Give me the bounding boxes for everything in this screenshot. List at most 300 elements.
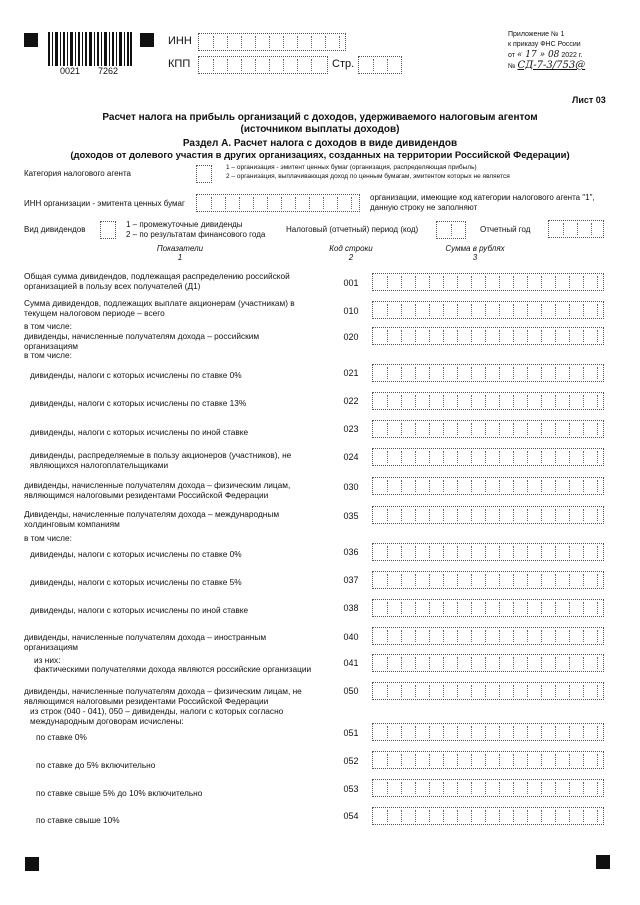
cell-separator (499, 630, 500, 642)
cell-separator (555, 657, 556, 669)
cell-separator (297, 59, 298, 71)
cell-separator (541, 395, 542, 407)
cell-separator (471, 546, 472, 558)
cell-separator (563, 223, 564, 235)
cell-separator (541, 782, 542, 794)
cell-separator (457, 810, 458, 822)
cell-separator (513, 509, 514, 521)
cell-separator (471, 423, 472, 435)
cell-separator (569, 276, 570, 288)
inn-label: ИНН (168, 35, 192, 47)
cell-separator (429, 276, 430, 288)
cell-separator (213, 36, 214, 48)
appendix-year: 2022 г. (561, 52, 583, 59)
row-label-050: дивиденды, начисленные получателям дохода – физическим лицам, не являющимся налоговыми резидентами Российской Федерации (24, 686, 302, 706)
cell-separator (597, 754, 598, 766)
cell-separator (415, 810, 416, 822)
row-amount-field-053[interactable] (372, 779, 604, 797)
row-label-incl-2: в том числе: (24, 350, 72, 360)
corner-marker-bottom-left (25, 857, 39, 871)
cell-separator (311, 59, 312, 71)
col-header-indicators (100, 244, 260, 262)
section-subtitle: (доходов от долевого участия в других организациях, созданных на территории Российской Федерации) (70, 150, 570, 161)
cell-separator (499, 657, 500, 669)
cell-separator (443, 726, 444, 738)
cell-separator (387, 630, 388, 642)
cell-separator (569, 726, 570, 738)
tax-period-label: Налоговый (отчетный) период (код) (286, 225, 419, 234)
cell-separator (387, 810, 388, 822)
appendix-date-prefix: от (508, 52, 515, 59)
row-amount-field-021[interactable] (372, 364, 604, 382)
cell-separator (541, 367, 542, 379)
cell-separator (597, 726, 598, 738)
row-label-from-them: из них: (34, 655, 61, 665)
cell-separator (555, 602, 556, 614)
row-label-from-rows: из строк (040 - 041), 050 – дивиденды, налоги с которых согласно международным договорам исчислены: (30, 706, 284, 726)
cell-separator (541, 509, 542, 521)
row-code-053: 053 (343, 784, 359, 794)
cell-separator (597, 330, 598, 342)
cell-separator (401, 304, 402, 316)
row-label-037: дивиденды, налоги с которых исчислены по ставке 5% (30, 577, 242, 587)
cell-separator (569, 546, 570, 558)
row-code-036: 036 (343, 547, 359, 557)
dividend-type-opt1: 1 – промежуточные дивиденды (126, 220, 243, 229)
cell-separator (213, 59, 214, 71)
cell-separator (457, 685, 458, 697)
row-code-001: 001 (343, 278, 359, 288)
row-code-040: 040 (343, 632, 359, 642)
cell-separator (457, 509, 458, 521)
cell-separator (499, 330, 500, 342)
cell-separator (499, 782, 500, 794)
cell-separator (227, 59, 228, 71)
cell-separator (387, 395, 388, 407)
cell-separator (401, 276, 402, 288)
row-label-054: по ставке свыше 10% (36, 815, 120, 825)
cell-separator (429, 602, 430, 614)
cell-separator (401, 602, 402, 614)
issuer-inn-field[interactable] (196, 194, 360, 212)
cell-separator (295, 197, 296, 209)
cell-separator (471, 330, 472, 342)
col-header-amount-title: Сумма в рублях (445, 244, 505, 253)
cell-separator (471, 630, 472, 642)
cell-separator (513, 685, 514, 697)
cell-separator (513, 602, 514, 614)
cell-separator (387, 574, 388, 586)
cell-separator (597, 657, 598, 669)
row-label-052: по ставке до 5% включительно (36, 760, 156, 770)
cell-separator (457, 574, 458, 586)
cell-separator (541, 574, 542, 586)
cell-separator (387, 602, 388, 614)
cell-separator (485, 782, 486, 794)
row-amount-field-040[interactable] (372, 627, 604, 645)
form-title-line2: (источником выплаты доходов) (240, 124, 400, 135)
cell-separator (485, 546, 486, 558)
cell-separator (485, 726, 486, 738)
dividend-type-field[interactable] (100, 221, 116, 239)
cell-separator (269, 59, 270, 71)
cell-separator (323, 197, 324, 209)
row-amount-field-001[interactable] (372, 273, 604, 291)
col-header-code-num: 2 (348, 253, 354, 262)
cell-separator (471, 657, 472, 669)
col-header-indicators-title: Показатели (156, 244, 204, 253)
cell-separator (401, 509, 402, 521)
report-year-label: Отчетный год (480, 225, 531, 234)
cell-separator (555, 395, 556, 407)
page-label: Стр. (332, 58, 355, 70)
cell-separator (429, 304, 430, 316)
cell-separator (429, 480, 430, 492)
cell-separator (387, 509, 388, 521)
corner-marker-top-right (140, 33, 154, 47)
cell-separator (429, 657, 430, 669)
cell-separator (555, 574, 556, 586)
cell-separator (415, 451, 416, 463)
cell-separator (583, 423, 584, 435)
cell-separator (485, 574, 486, 586)
appendix-line2: к приказу ФНС России (508, 41, 581, 48)
cell-separator (499, 423, 500, 435)
report-year-field[interactable] (548, 220, 604, 238)
cell-separator (443, 574, 444, 586)
cell-separator (513, 395, 514, 407)
cell-separator (443, 782, 444, 794)
col-header-amount (420, 244, 530, 262)
cell-separator (429, 685, 430, 697)
cell-separator (485, 754, 486, 766)
row-code-051: 051 (343, 728, 359, 738)
cell-separator (583, 546, 584, 558)
cell-separator (541, 810, 542, 822)
cell-separator (387, 451, 388, 463)
cell-separator (499, 810, 500, 822)
barcode-number-right: 7262 (98, 66, 119, 76)
cell-separator (513, 480, 514, 492)
cell-separator (443, 276, 444, 288)
cell-separator (457, 602, 458, 614)
cell-separator (457, 782, 458, 794)
cell-separator (541, 602, 542, 614)
cell-separator (569, 395, 570, 407)
cell-separator (387, 726, 388, 738)
cell-separator (387, 304, 388, 316)
row-amount-field-036[interactable] (372, 543, 604, 561)
cell-separator (337, 197, 338, 209)
barcode (48, 32, 132, 66)
cell-separator (387, 367, 388, 379)
cell-separator (415, 276, 416, 288)
cell-separator (597, 810, 598, 822)
cell-separator (597, 367, 598, 379)
cell-separator (499, 276, 500, 288)
cell-separator (485, 395, 486, 407)
appendix-line1: Приложение № 1 (508, 31, 565, 38)
row-label-010: Сумма дивидендов, подлежащих выплате акционерам (участникам) в текущем налоговом периоде – всего (24, 298, 295, 318)
cell-separator (415, 509, 416, 521)
cell-separator (471, 782, 472, 794)
cell-separator (415, 367, 416, 379)
row-amount-field-038[interactable] (372, 599, 604, 617)
cell-separator (283, 36, 284, 48)
cell-separator (471, 395, 472, 407)
cell-separator (485, 330, 486, 342)
cell-separator (513, 657, 514, 669)
cell-separator (583, 276, 584, 288)
cell-separator (597, 423, 598, 435)
row-label-035: Дивиденды, начисленные получателям дохода – международным холдинговым компаниям (24, 509, 280, 529)
cell-separator (415, 602, 416, 614)
cell-separator (513, 630, 514, 642)
appendix-date-handwritten: « 17 » 08 (516, 50, 560, 60)
cell-separator (499, 685, 500, 697)
page-field[interactable] (358, 56, 402, 74)
cell-separator (429, 509, 430, 521)
cell-separator (457, 451, 458, 463)
row-label-021: дивиденды, налоги с которых исчислены по ставке 0% (30, 370, 242, 380)
form-title-line1: Расчет налога на прибыль организаций с доходов, удерживаемого налоговым агентом (102, 112, 538, 123)
kpp-field[interactable] (198, 56, 328, 74)
cell-separator (527, 304, 528, 316)
cell-separator (457, 546, 458, 558)
cell-separator (241, 59, 242, 71)
cell-separator (513, 304, 514, 316)
cell-separator (527, 367, 528, 379)
cell-separator (569, 367, 570, 379)
cell-separator (401, 810, 402, 822)
cell-separator (401, 330, 402, 342)
cell-separator (541, 480, 542, 492)
row-code-020: 020 (343, 332, 359, 342)
row-label-incl-3: в том числе: (24, 533, 72, 543)
row-amount-field-035[interactable] (372, 506, 604, 524)
cell-separator (583, 782, 584, 794)
cell-separator (401, 782, 402, 794)
row-label-053: по ставке свыше 5% до 10% включительно (36, 788, 203, 798)
row-amount-field-054[interactable] (372, 807, 604, 825)
cell-separator (457, 657, 458, 669)
cell-separator (513, 330, 514, 342)
cell-separator (443, 423, 444, 435)
cell-separator (555, 810, 556, 822)
cell-separator (513, 782, 514, 794)
cell-separator (513, 546, 514, 558)
cell-separator (471, 574, 472, 586)
cell-separator (597, 782, 598, 794)
cell-separator (583, 304, 584, 316)
cell-separator (569, 685, 570, 697)
cell-separator (527, 330, 528, 342)
cell-separator (555, 546, 556, 558)
cell-separator (583, 367, 584, 379)
cell-separator (443, 630, 444, 642)
dividend-type-opt2: 2 – по результатам финансового года (126, 230, 266, 239)
cell-separator (569, 304, 570, 316)
cell-separator (309, 197, 310, 209)
cell-separator (311, 36, 312, 48)
cell-separator (401, 685, 402, 697)
row-label-036: дивиденды, налоги с которых исчислены по ставке 0% (30, 549, 242, 559)
barcode-icon (48, 32, 132, 66)
row-amount-field-050[interactable] (372, 682, 604, 700)
cell-separator (569, 574, 570, 586)
row-code-022: 022 (343, 396, 359, 406)
cell-separator (583, 574, 584, 586)
cell-separator (457, 726, 458, 738)
cell-separator (485, 276, 486, 288)
cell-separator (429, 367, 430, 379)
row-code-023: 023 (343, 424, 359, 434)
cell-separator (429, 423, 430, 435)
cell-separator (415, 685, 416, 697)
row-code-054: 054 (343, 811, 359, 821)
cell-separator (387, 754, 388, 766)
cell-separator (499, 754, 500, 766)
cell-separator (471, 367, 472, 379)
cell-separator (527, 657, 528, 669)
row-amount-field-023[interactable] (372, 420, 604, 438)
cell-separator (457, 754, 458, 766)
cell-separator (485, 630, 486, 642)
cell-separator (555, 330, 556, 342)
cell-separator (591, 223, 592, 235)
cell-separator (541, 685, 542, 697)
cell-separator (597, 480, 598, 492)
cell-separator (527, 509, 528, 521)
tax-period-field[interactable] (436, 221, 466, 239)
corner-marker-top-left (24, 33, 38, 47)
cell-separator (429, 810, 430, 822)
cell-separator (513, 754, 514, 766)
cell-separator (597, 276, 598, 288)
cell-separator (471, 276, 472, 288)
cell-separator (499, 509, 500, 521)
cell-separator (555, 509, 556, 521)
cell-separator (583, 451, 584, 463)
row-amount-field-030[interactable] (372, 477, 604, 495)
cell-separator (597, 602, 598, 614)
row-amount-field-051[interactable] (372, 723, 604, 741)
cell-separator (527, 754, 528, 766)
cell-separator (227, 36, 228, 48)
row-label-023: дивиденды, налоги с которых исчислены по иной ставке (30, 427, 249, 437)
cell-separator (443, 754, 444, 766)
row-amount-field-010[interactable] (372, 301, 604, 319)
cell-separator (401, 754, 402, 766)
cell-separator (255, 59, 256, 71)
cell-separator (569, 330, 570, 342)
row-amount-field-041[interactable] (372, 654, 604, 672)
cell-separator (597, 630, 598, 642)
row-amount-field-024[interactable] (372, 448, 604, 466)
agent-category-field[interactable] (196, 165, 212, 183)
sheet-label: Лист 03 (572, 95, 606, 105)
cell-separator (269, 36, 270, 48)
cell-separator (387, 330, 388, 342)
cell-separator (541, 546, 542, 558)
cell-separator (583, 726, 584, 738)
cell-separator (527, 782, 528, 794)
cell-separator (415, 330, 416, 342)
cell-separator (499, 574, 500, 586)
cell-separator (225, 197, 226, 209)
cell-separator (485, 602, 486, 614)
cell-separator (597, 546, 598, 558)
row-code-050: 050 (343, 686, 359, 696)
col-header-indicators-num: 1 (177, 253, 183, 262)
cell-separator (415, 480, 416, 492)
inn-field[interactable] (198, 33, 346, 51)
cell-separator (513, 276, 514, 288)
cell-separator (527, 276, 528, 288)
cell-separator (499, 546, 500, 558)
cell-separator (527, 726, 528, 738)
cell-separator (401, 726, 402, 738)
cell-separator (401, 657, 402, 669)
cell-separator (555, 480, 556, 492)
dividend-type-label: Вид дивидендов (24, 225, 86, 234)
cell-separator (499, 367, 500, 379)
cell-separator (541, 630, 542, 642)
cell-separator (485, 685, 486, 697)
cell-separator (457, 480, 458, 492)
cell-separator (387, 423, 388, 435)
cell-separator (513, 726, 514, 738)
cell-separator (583, 395, 584, 407)
cell-separator (555, 782, 556, 794)
cell-separator (569, 509, 570, 521)
cell-separator (555, 630, 556, 642)
cell-separator (583, 685, 584, 697)
cell-separator (443, 810, 444, 822)
cell-separator (443, 602, 444, 614)
cell-separator (583, 657, 584, 669)
cell-separator (597, 451, 598, 463)
cell-separator (541, 726, 542, 738)
cell-separator (597, 574, 598, 586)
cell-separator (281, 197, 282, 209)
cell-separator (443, 509, 444, 521)
row-amount-field-020[interactable] (372, 327, 604, 345)
cell-separator (471, 304, 472, 316)
cell-separator (597, 395, 598, 407)
cell-separator (513, 451, 514, 463)
cell-separator (569, 810, 570, 822)
cell-separator (555, 304, 556, 316)
row-amount-field-022[interactable] (372, 392, 604, 410)
row-amount-field-052[interactable] (372, 751, 604, 769)
cell-separator (401, 546, 402, 558)
cell-separator (415, 395, 416, 407)
cell-separator (443, 304, 444, 316)
col-header-amount-num: 3 (472, 253, 478, 262)
cell-separator (541, 451, 542, 463)
cell-separator (583, 810, 584, 822)
cell-separator (297, 36, 298, 48)
row-amount-field-037[interactable] (372, 571, 604, 589)
cell-separator (541, 330, 542, 342)
cell-separator (387, 276, 388, 288)
cell-separator (527, 395, 528, 407)
row-label-001: Общая сумма дивидендов, подлежащая распределению российской организацией в пользу всех получателей (Д1) (24, 271, 290, 291)
cell-separator (485, 451, 486, 463)
appendix-number-prefix: № (508, 63, 516, 70)
cell-separator (527, 810, 528, 822)
